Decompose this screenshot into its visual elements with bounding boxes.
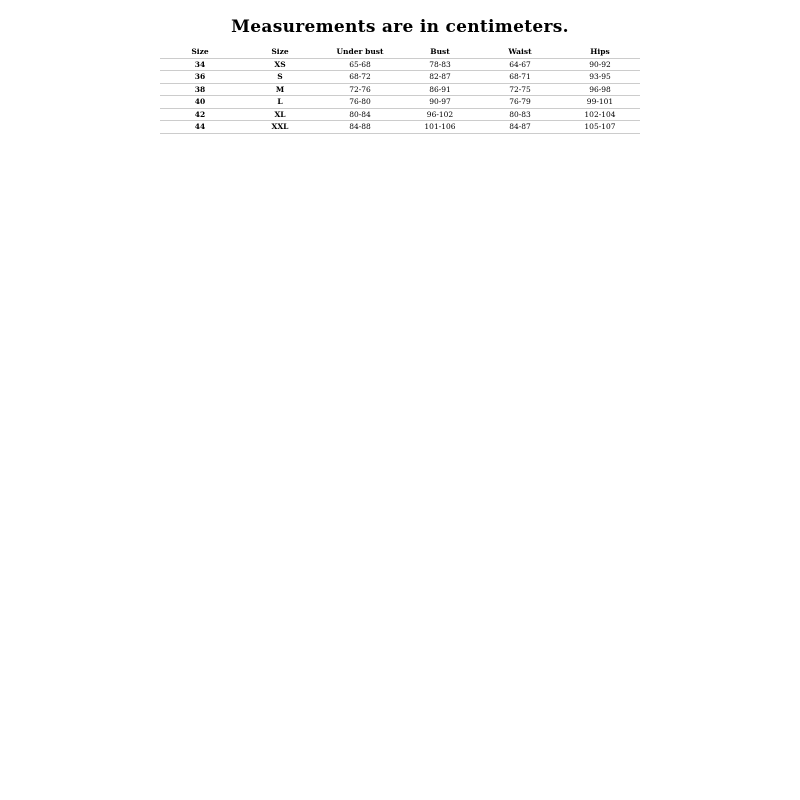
measurement-cell: 96-102: [400, 108, 480, 121]
table-row: [160, 108, 640, 121]
measurement-cell: 64-67: [480, 58, 560, 71]
size-chart-table: [160, 46, 640, 134]
measurement-cell: 101-106: [400, 121, 480, 134]
measurement-cell: 80-83: [480, 108, 560, 121]
measurement-cell: 99-101: [560, 96, 640, 109]
measurement-cell: 72-76: [320, 83, 400, 96]
page-title: Measurements are in centimeters.: [231, 17, 569, 37]
table-row: [160, 58, 640, 71]
table-row: [160, 121, 640, 134]
size-cell: L: [240, 96, 320, 109]
measurement-cell: 90-92: [560, 58, 640, 71]
header-cell: Hips: [560, 46, 640, 58]
measurement-cell: 93-95: [560, 71, 640, 84]
measurement-cell: 102-104: [560, 108, 640, 121]
measurement-cell: 68-72: [320, 71, 400, 84]
measurement-cell: 86-91: [400, 83, 480, 96]
measurement-cell: 80-84: [320, 108, 400, 121]
measurement-cell: 76-80: [320, 96, 400, 109]
table-row: [160, 83, 640, 96]
size-cell: M: [240, 83, 320, 96]
measurement-cell: 68-71: [480, 71, 560, 84]
header-row: [160, 46, 640, 58]
header-cell: Waist: [480, 46, 560, 58]
size-cell: 38: [160, 83, 240, 96]
measurement-cell: 96-98: [560, 83, 640, 96]
measurement-cell: 105-107: [560, 121, 640, 134]
size-cell: XS: [240, 58, 320, 71]
measurement-cell: 76-79: [480, 96, 560, 109]
measurement-cell: 84-87: [480, 121, 560, 134]
measurement-cell: 78-83: [400, 58, 480, 71]
header-cell: Size: [240, 46, 320, 58]
header-cell: Size: [160, 46, 240, 58]
table-header: [160, 46, 640, 58]
measurement-cell: 90-97: [400, 96, 480, 109]
size-cell: S: [240, 71, 320, 84]
header-cell: Under bust: [320, 46, 400, 58]
size-cell: XL: [240, 108, 320, 121]
measurement-cell: 65-68: [320, 58, 400, 71]
size-cell: XXL: [240, 121, 320, 134]
measurement-cell: 72-75: [480, 83, 560, 96]
measurement-cell: 82-87: [400, 71, 480, 84]
size-cell: 40: [160, 96, 240, 109]
table-row: [160, 71, 640, 84]
measurement-cell: 84-88: [320, 121, 400, 134]
size-cell: 36: [160, 71, 240, 84]
table-body: [160, 58, 640, 133]
size-cell: 42: [160, 108, 240, 121]
size-cell: 44: [160, 121, 240, 134]
header-cell: Bust: [400, 46, 480, 58]
size-cell: 34: [160, 58, 240, 71]
table-row: [160, 96, 640, 109]
